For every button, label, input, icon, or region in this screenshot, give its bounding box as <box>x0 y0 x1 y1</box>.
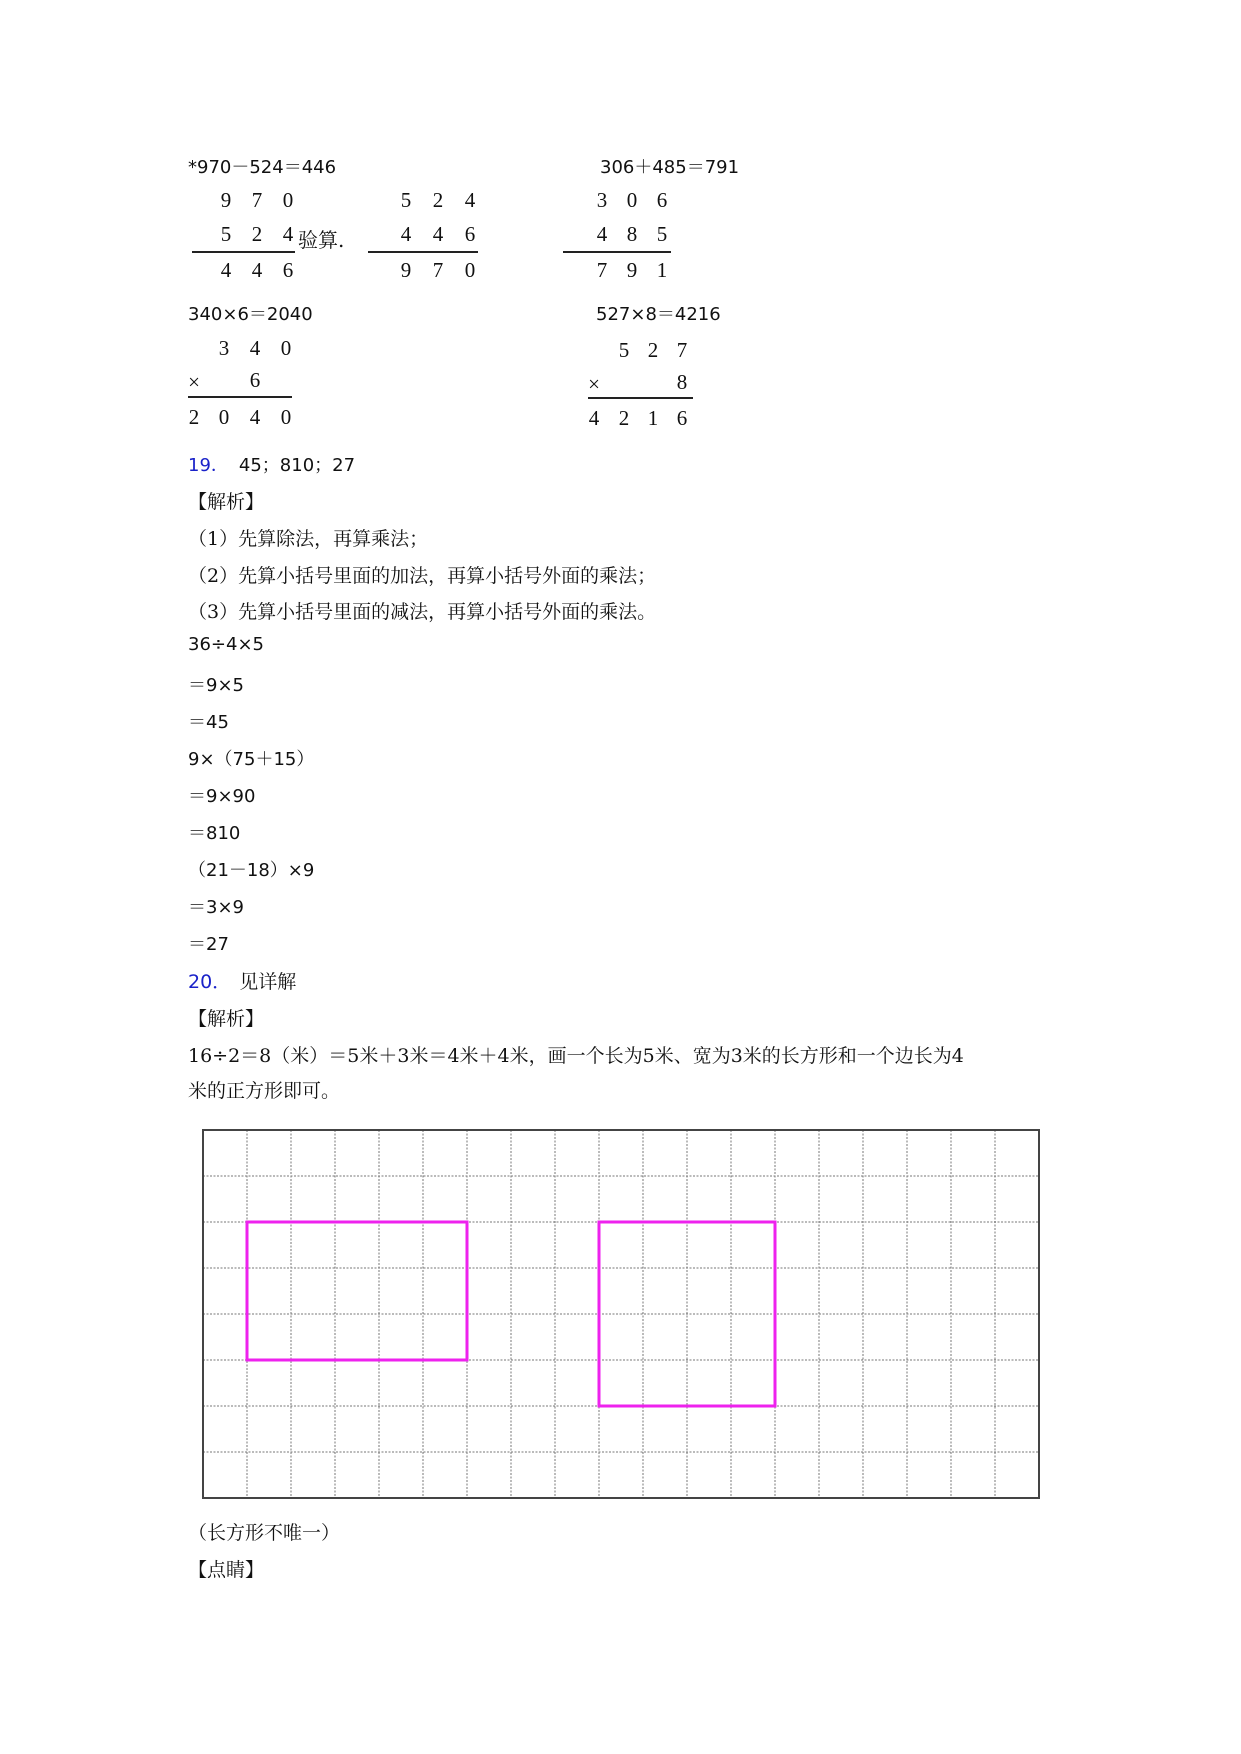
digit: 4 <box>282 222 294 246</box>
rectangle-shape <box>247 1222 467 1360</box>
digit: 4 <box>249 336 261 360</box>
digit: 5 <box>656 222 668 246</box>
result-line <box>192 251 295 253</box>
q19-line: ＝9×5 <box>188 675 244 696</box>
digit: 7 <box>251 188 263 212</box>
digit: 6 <box>282 258 294 282</box>
grid-figure <box>201 1128 1041 1504</box>
q19-analysis-heading: 【解析】 <box>188 491 265 513</box>
digit: 1 <box>647 406 659 430</box>
digit: 5 <box>220 222 232 246</box>
digit: 2 <box>618 406 630 430</box>
q19-line: ＝810 <box>188 823 241 844</box>
digit: 8 <box>626 222 638 246</box>
digit: 3 <box>596 188 608 212</box>
digit: 8 <box>676 370 688 394</box>
digit: 6 <box>464 222 476 246</box>
digit: 4 <box>464 188 476 212</box>
digit: 1 <box>656 258 668 282</box>
digit: 4 <box>220 258 232 282</box>
result-line <box>368 251 478 253</box>
digit: 0 <box>218 405 230 429</box>
digit: 6 <box>676 406 688 430</box>
digit: 0 <box>282 188 294 212</box>
q19-line: （21－18）×9 <box>188 860 315 881</box>
q20-analysis-heading: 【解析】 <box>188 1008 265 1030</box>
verify-label: 验算. <box>298 228 345 252</box>
digit: 6 <box>656 188 668 212</box>
q20-comment-heading: 【点睛】 <box>188 1559 265 1581</box>
digit: 7 <box>432 258 444 282</box>
digit: 4 <box>588 406 600 430</box>
q19-answer-line <box>188 451 355 477</box>
equation-subtraction: *970－524＝446 <box>188 157 337 178</box>
digit: 4 <box>251 258 263 282</box>
result-line <box>563 251 671 253</box>
result-line <box>188 396 292 398</box>
q19-line: 36÷4×5 <box>188 634 264 655</box>
digit: 2 <box>432 188 444 212</box>
q19-answer: 45；810；27 <box>238 455 356 476</box>
equation-addition: 306＋485＝791 <box>600 157 740 178</box>
digit: 2 <box>188 405 200 429</box>
q19-line: ＝9×90 <box>188 786 256 807</box>
digit: 0 <box>280 405 292 429</box>
equation-multiplication-2: 527×8＝4216 <box>596 304 721 325</box>
q19-step-2: （2）先算小括号里面的加法，再算小括号外面的乘法； <box>188 565 657 587</box>
q19-line: ＝27 <box>188 934 229 955</box>
digit: 9 <box>626 258 638 282</box>
q19-number: 19． <box>188 455 229 476</box>
digit: 7 <box>676 338 688 362</box>
digit: 0 <box>626 188 638 212</box>
digit: 3 <box>218 336 230 360</box>
digit: 0 <box>464 258 476 282</box>
result-line <box>588 397 693 399</box>
digit: 2 <box>251 222 263 246</box>
digit: 7 <box>596 258 608 282</box>
grid-drawing <box>201 1128 1041 1500</box>
digit: 6 <box>249 368 261 392</box>
q19-line: ＝3×9 <box>188 897 244 918</box>
digit: 4 <box>596 222 608 246</box>
q20-explanation-1: 16÷2＝8（米）＝5米＋3米＝4米＋4米，画一个长为5米、宽为3米的长方形和一个边长为4 <box>188 1045 964 1067</box>
q19-step-1: （1）先算除法，再算乘法； <box>188 528 429 550</box>
digit: 2 <box>647 338 659 362</box>
digit: 9 <box>220 188 232 212</box>
digit: 9 <box>400 258 412 282</box>
q20-number: 20． <box>188 971 232 993</box>
q19-line: ＝45 <box>188 712 229 733</box>
q19-step-3: （3）先算小括号里面的减法，再算小括号外面的乘法。 <box>188 601 657 623</box>
digit: 4 <box>249 405 261 429</box>
q20-answer: 见详解 <box>239 971 297 993</box>
digit: 5 <box>618 338 630 362</box>
q20-note: （长方形不唯一） <box>188 1522 341 1544</box>
multiply-sign: × <box>588 372 600 396</box>
digit: 4 <box>400 222 412 246</box>
digit: 4 <box>432 222 444 246</box>
q19-line: 9×（75＋15） <box>188 749 315 770</box>
digit: 5 <box>400 188 412 212</box>
digit: 0 <box>280 336 292 360</box>
q20-answer-line <box>188 967 296 994</box>
equation-multiplication-1: 340×6＝2040 <box>188 304 313 325</box>
q20-explanation-2: 米的正方形即可。 <box>188 1080 341 1102</box>
multiply-sign: × <box>188 370 200 394</box>
